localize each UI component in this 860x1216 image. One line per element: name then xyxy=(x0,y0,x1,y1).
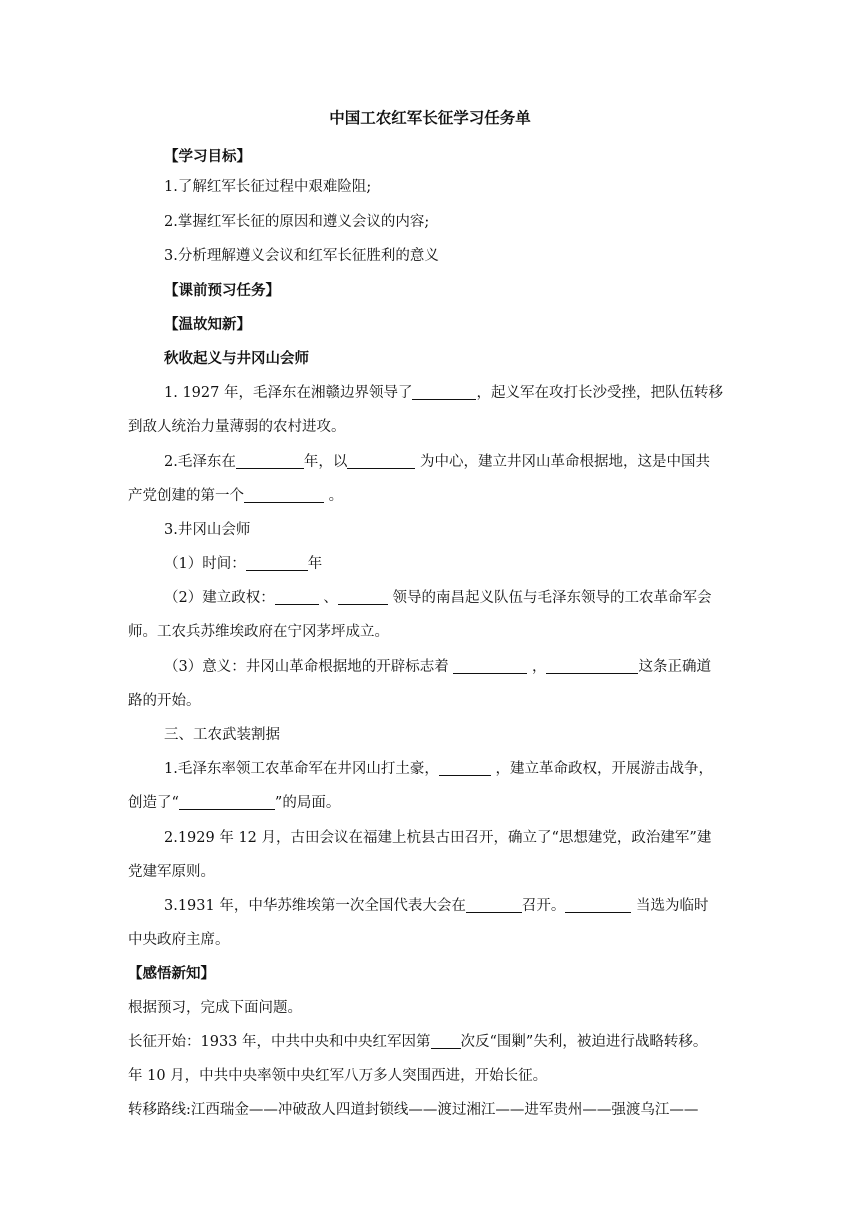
p2-blank[interactable] xyxy=(431,1034,461,1049)
q3-2-blank-1[interactable] xyxy=(275,590,319,605)
goal-1: 1.了解红军长征过程中艰难险阻; xyxy=(164,179,372,195)
question-3-3-cont: 路的开始。 xyxy=(128,693,201,709)
q2-blank-1[interactable] xyxy=(236,454,304,469)
perceive-heading: 【感悟新知】 xyxy=(128,966,215,982)
q3-3-text-c: 这条正确道 xyxy=(638,659,711,675)
perceive-intro: 根据预习，完成下面问题。 xyxy=(128,1000,302,1016)
preview-heading: 【课前预习任务】 xyxy=(164,283,280,299)
document-title: 中国工农红军长征学习任务单 xyxy=(329,109,531,127)
s3q1-text-a: 1.毛泽东率领工农革命军在井冈山打土豪， xyxy=(164,761,439,777)
p2-text-b: 次反“围剿”失利，被迫进行战略转移。 xyxy=(460,1034,708,1050)
question-2-cont xyxy=(128,484,343,508)
q2-text-d: 产党创建的第一个 xyxy=(128,488,244,504)
s3q1-blank-2[interactable] xyxy=(179,795,275,810)
q2-blank-3[interactable] xyxy=(244,488,324,503)
s3q1-text-c: 创造了“ xyxy=(128,795,179,811)
section-3-question-3 xyxy=(164,894,708,918)
question-3-2-cont: 师。工农兵苏维埃政府在宁冈茅坪成立。 xyxy=(128,624,389,640)
s3q3-text-c: 当选为临时 xyxy=(631,898,709,914)
q3-2-text-a: （2）建立政权： xyxy=(164,590,275,606)
question-3-2 xyxy=(164,586,711,610)
q1-text-b: ，起义军在攻打长沙受挫，把队伍转移 xyxy=(476,385,723,401)
review-heading: 【温故知新】 xyxy=(164,317,251,333)
q2-blank-2[interactable] xyxy=(347,454,415,469)
section-3-heading: 三、工农武装割据 xyxy=(164,727,280,743)
long-march-start-cont: 年 10 月，中共中央率领中央红军八万多人突围西进，开始长征。 xyxy=(128,1068,548,1084)
goal-2: 2.掌握红军长征的原因和遵义会议的内容; xyxy=(164,214,430,230)
section-3-question-1-cont xyxy=(128,791,340,815)
s3q1-text-d: ”的局面。 xyxy=(274,795,341,811)
question-1-cont: 到敌人统治力量薄弱的农村进攻。 xyxy=(128,419,346,435)
q3-2-text-b: 、 xyxy=(318,590,338,606)
q3-1-text-a: （1）时间： xyxy=(164,556,246,572)
long-march-start xyxy=(128,1030,707,1054)
s3q3-blank-2[interactable] xyxy=(565,898,631,913)
q3-3-blank-2[interactable] xyxy=(546,659,638,674)
goals-heading: 【学习目标】 xyxy=(164,149,251,165)
q3-1-blank[interactable] xyxy=(246,556,308,571)
q2-text-a: 2.毛泽东在 xyxy=(164,454,236,470)
s3q3-text-b: 召开。 xyxy=(521,898,566,914)
question-2 xyxy=(164,450,710,474)
s3q3-blank-1[interactable] xyxy=(466,898,522,913)
q3-2-blank-2[interactable] xyxy=(338,590,388,605)
s3q3-text-a: 3.1931 年，中华苏维埃第一次全国代表大会在 xyxy=(164,898,466,914)
question-1 xyxy=(164,381,723,405)
q1-text-a: 1. 1927 年，毛泽东在湘赣边界领导了 xyxy=(164,385,413,401)
q1-blank[interactable] xyxy=(412,385,476,400)
q2-text-e: 。 xyxy=(324,488,344,504)
goal-3: 3.分析理解遵义会议和红军长征胜利的意义 xyxy=(164,248,439,264)
question-3: 3.井冈山会师 xyxy=(164,522,251,538)
q3-3-text-b: ， xyxy=(527,659,547,675)
p2-text-a: 长征开始：1933 年，中共中央和中央红军因第 xyxy=(128,1034,431,1050)
q3-3-blank-1[interactable] xyxy=(453,659,527,674)
s3q1-blank-1[interactable] xyxy=(439,761,491,776)
autumn-uprising-heading: 秋收起义与井冈山会师 xyxy=(164,351,309,367)
question-3-3 xyxy=(164,655,711,679)
section-3-question-2-cont: 党建军原则。 xyxy=(128,864,215,880)
q3-3-text-a: （3）意义：井冈山革命根据地的开辟标志着 xyxy=(164,659,454,675)
section-3-question-3-cont: 中央政府主席。 xyxy=(128,932,230,948)
section-3-question-2: 2.1929 年 12 月，古田会议在福建上杭县古田召开，确立了“思想建党，政治建军”建 xyxy=(164,830,712,846)
q3-2-text-c: 领导的南昌起义队伍与毛泽东领导的工农革命军会 xyxy=(387,590,712,606)
transfer-route: 转移路线:江西瑞金——冲破敌人四道封锁线——渡过湘江——进军贵州——强渡乌江—— xyxy=(128,1102,699,1118)
s3q1-text-b: ，建立革命政权，开展游击战争， xyxy=(490,761,713,777)
question-3-1 xyxy=(164,552,322,576)
q2-text-b: 年，以 xyxy=(303,454,348,470)
q2-text-c: 为中心，建立井冈山革命根据地，这是中国共 xyxy=(415,454,710,470)
section-3-question-1 xyxy=(164,757,713,781)
q3-1-text-b: 年 xyxy=(307,556,323,572)
